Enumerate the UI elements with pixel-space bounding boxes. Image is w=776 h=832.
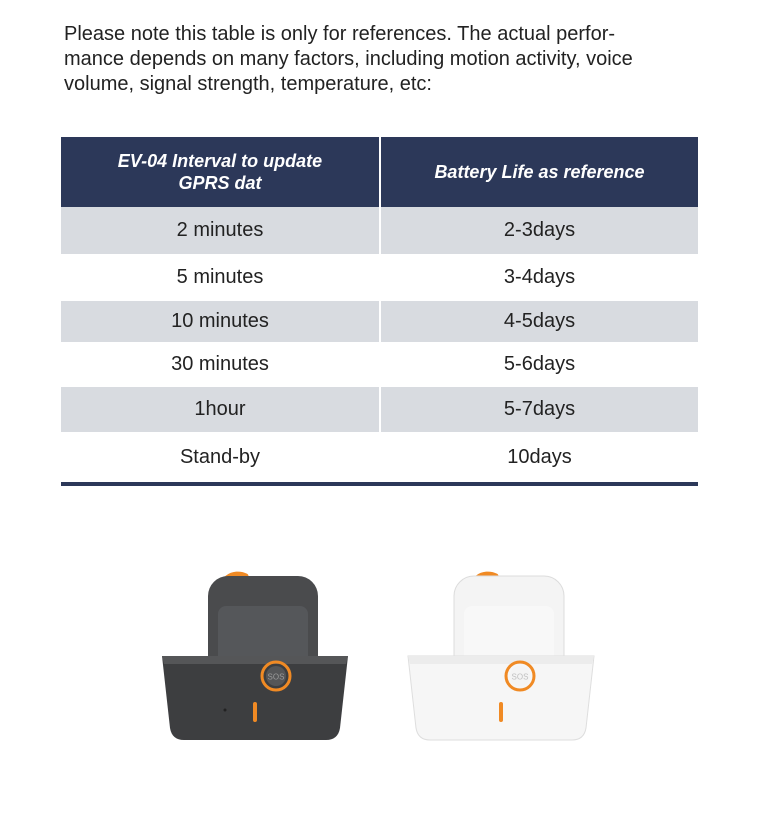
table-row <box>61 387 698 432</box>
battery-life-table <box>61 137 698 486</box>
reference-note <box>64 22 714 97</box>
interval-cell: 5 minutes <box>176 266 264 288</box>
note-line: Please note this table is only for references. The actual perfor- <box>64 23 616 45</box>
table-row <box>61 432 698 484</box>
interval-cell: 1hour <box>61 387 380 432</box>
table-header-row <box>61 137 698 207</box>
table-row <box>61 342 698 387</box>
battery-cell: 3-4days <box>380 254 698 301</box>
sos-label: SOS <box>267 672 285 682</box>
note-line: mance depends on many factors, including motion activity, voice <box>64 48 633 70</box>
table-row <box>61 254 698 301</box>
battery-cell: 5-6days <box>380 342 698 387</box>
interval-cell: 10 minutes <box>61 301 380 342</box>
dark-device-in-dock <box>162 574 348 740</box>
note-line: volume, signal strength, temperature, etc: <box>64 73 432 95</box>
interval-cell: 2 minutes <box>61 207 380 254</box>
product-photos <box>150 560 620 760</box>
header-interval <box>61 137 380 207</box>
header-interval-line1: EV-04 Interval to update <box>117 151 323 171</box>
battery-cell: 2-3days <box>380 207 698 254</box>
white-device-in-dock <box>408 574 594 740</box>
battery-cell: 4-5days <box>380 301 698 342</box>
header-battery-life: Battery Life as reference <box>380 137 698 207</box>
battery-cell: 10days <box>380 432 698 484</box>
interval-cell: 30 minutes <box>171 353 269 375</box>
interval-cell: Stand-by <box>61 432 380 484</box>
table-row <box>61 301 698 342</box>
table-row <box>61 207 698 254</box>
sos-label: SOS <box>511 672 529 682</box>
battery-cell: 5-7days <box>380 387 698 432</box>
header-interval-line2: GPRS dat <box>178 173 262 193</box>
